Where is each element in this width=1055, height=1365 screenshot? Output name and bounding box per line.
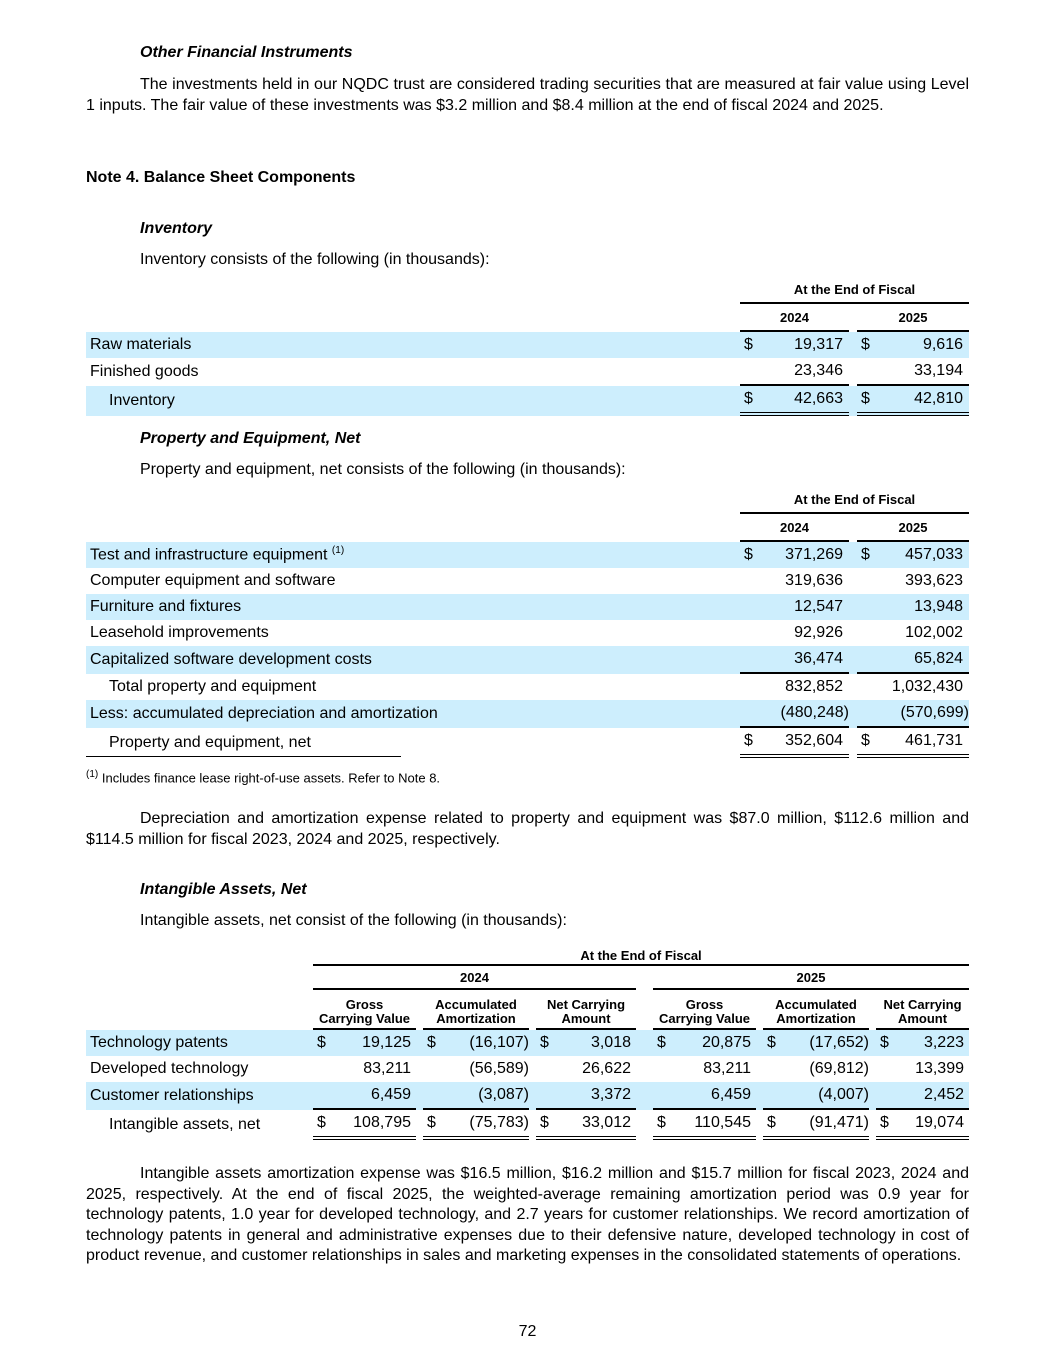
depreciation-paragraph: Depreciation and amortization expense related to property and equipment was $87.0 million, $112.6 million and $114.5 million for fiscal 2023, 2024 and 2025, respectively. — [86, 810, 969, 848]
note4-heading: Note 4. Balance Sheet Components — [86, 169, 356, 186]
dollar-sign: $ — [740, 386, 762, 416]
dollar-sign: $ — [857, 386, 879, 416]
intangibles-year-2025: 2025 — [653, 966, 969, 990]
dollar-sign — [423, 1056, 441, 1082]
col-net-2025 — [876, 990, 969, 1030]
value-2024: 352,604 — [762, 728, 849, 758]
value-2025: 461,731 — [879, 728, 969, 758]
cell-value: (75,783) — [441, 1110, 529, 1140]
ppe-heading: Property and Equipment, Net — [140, 430, 361, 447]
value-2024: 36,474 — [762, 646, 849, 674]
dollar-sign: $ — [313, 1030, 331, 1056]
cell-value: 6,459 — [331, 1082, 416, 1110]
cell-value: 26,622 — [582, 1060, 631, 1077]
row-label: Total property and equipment — [109, 678, 317, 695]
dollar-sign — [423, 1082, 441, 1110]
cell-value: (17,652) — [781, 1030, 869, 1056]
cell-value: 13,399 — [915, 1060, 964, 1077]
table-row-subtotal — [86, 674, 969, 700]
cell-value: 33,012 — [554, 1110, 636, 1140]
col-gross-2024 — [313, 990, 416, 1030]
header-line: Carrying Value — [658, 1011, 751, 1026]
value-2025: 42,810 — [879, 386, 969, 416]
inventory-heading: Inventory — [140, 220, 213, 237]
dollar-sign: $ — [653, 1110, 671, 1140]
header-line: Gross — [685, 997, 724, 1012]
value-2025: 1,032,430 — [891, 678, 963, 695]
ppe-table — [86, 486, 969, 758]
page-number: 72 — [518, 1323, 537, 1340]
header-line: Accumulated — [435, 997, 517, 1012]
cell-value: (56,589) — [469, 1060, 529, 1077]
dollar-sign — [313, 1056, 331, 1082]
dollar-sign: $ — [740, 332, 762, 358]
footnote-marker: (1) — [86, 769, 99, 780]
dollar-sign: $ — [763, 1030, 781, 1056]
value-2025: 102,002 — [905, 624, 963, 641]
cell-value: 19,125 — [331, 1030, 416, 1056]
dollar-sign: $ — [740, 728, 762, 758]
value-2024: 319,636 — [785, 572, 843, 589]
table-row — [86, 568, 969, 594]
footnote-text: Includes finance lease right-of-use assets. Refer to Note 8. — [101, 770, 441, 786]
intangibles-year-2024: 2024 — [313, 966, 636, 990]
dollar-sign: $ — [536, 1030, 554, 1056]
intangibles-table — [86, 946, 969, 1140]
other-financial-instruments-heading: Other Financial Instruments — [140, 44, 353, 61]
ppe-intro: Property and equipment, net consists of the following (in thousands): — [140, 461, 626, 478]
row-label: Customer relationships — [86, 1082, 313, 1110]
table-row — [86, 358, 969, 386]
cell-value: (16,107) — [441, 1030, 529, 1056]
row-label — [86, 542, 740, 568]
dollar-sign: $ — [740, 542, 762, 568]
header-line: Net Carrying — [546, 997, 626, 1012]
ppe-header: At the End of Fiscal — [740, 486, 969, 514]
table-row — [86, 620, 969, 646]
header-line: Amount — [897, 1011, 948, 1026]
cell-value: 108,795 — [331, 1110, 416, 1140]
dollar-sign: $ — [857, 332, 879, 358]
value-2025: 33,194 — [879, 358, 969, 386]
table-row — [86, 646, 969, 674]
cell-value: (3,087) — [441, 1082, 529, 1110]
inventory-header: At the End of Fiscal — [740, 276, 969, 304]
inventory-table — [86, 276, 969, 416]
header-line: Amount — [561, 1011, 611, 1026]
row-label: Developed technology — [90, 1060, 249, 1077]
dollar-sign: $ — [653, 1030, 671, 1056]
amortization-paragraph: Intangible assets amortization expense was $16.5 million, $16.2 million and $15.7 million for fiscal 2023, 2024 and 2025, respectively. At the end of fiscal 2025, the weighted-average remaining amortization period was 0.9 year for technology patents, 1.0 year for developed technology, and 2.7 years for customer relationships. We record amortization of technology patents in general and administrative expenses due to their defensive nature, developed technology in cost of product revenue, and customer relationships in sales and marketing expenses in the consolidated statements of operations. — [86, 1165, 969, 1264]
dollar-sign — [536, 1082, 554, 1110]
value-2025: 13,948 — [879, 594, 969, 620]
dollar-sign — [313, 1082, 331, 1110]
ppe-year-2024: 2024 — [740, 514, 849, 542]
dollar-sign — [536, 1056, 554, 1082]
dollar-sign: $ — [857, 542, 879, 568]
value-2024: 23,346 — [762, 358, 849, 386]
header-line: Amortization — [436, 1011, 516, 1026]
inventory-intro: Inventory consists of the following (in thousands): — [140, 251, 490, 268]
cell-value: 2,452 — [894, 1082, 969, 1110]
value-2024: 371,269 — [762, 542, 849, 568]
cell-value: 3,018 — [554, 1030, 636, 1056]
footnote-divider — [86, 756, 401, 757]
intangibles-heading: Intangible Assets, Net — [140, 881, 307, 898]
dollar-sign — [653, 1056, 671, 1082]
table-row — [86, 1030, 969, 1056]
row-label: Capitalized software development costs — [86, 646, 740, 674]
header-line: Amortization — [776, 1011, 856, 1026]
header-line: Carrying Value — [318, 1011, 411, 1026]
header-line: Accumulated — [775, 997, 857, 1012]
table-row — [86, 332, 969, 358]
ppe-footnote — [86, 769, 440, 785]
value-2024: 42,663 — [762, 386, 849, 416]
dollar-sign — [763, 1082, 781, 1110]
table-row-total — [86, 386, 969, 416]
table-row — [86, 594, 969, 620]
row-label: Inventory — [86, 386, 740, 416]
row-label: Furniture and fixtures — [86, 594, 740, 620]
dollar-sign — [740, 358, 762, 386]
cell-value: 20,875 — [671, 1030, 756, 1056]
cell-value: 83,211 — [363, 1060, 411, 1077]
dollar-sign: $ — [876, 1030, 894, 1056]
cell-value: 6,459 — [671, 1082, 756, 1110]
table-row — [86, 1056, 969, 1082]
value-2025: (570,699) — [879, 700, 969, 728]
cell-value: (69,812) — [809, 1060, 869, 1077]
col-accum-2024 — [423, 990, 529, 1030]
footnote-marker: (1) — [331, 545, 345, 557]
dollar-sign — [857, 358, 879, 386]
dollar-sign: $ — [423, 1110, 441, 1140]
row-label-text: Test and infrastructure equipment — [90, 546, 328, 564]
intangibles-intro: Intangible assets, net consist of the following (in thousands): — [140, 912, 567, 929]
dollar-sign — [876, 1056, 894, 1082]
inventory-year-2025: 2025 — [857, 304, 969, 332]
cell-value: 83,211 — [703, 1060, 751, 1077]
cell-value: (4,007) — [781, 1082, 869, 1110]
table-row — [86, 1082, 969, 1110]
value-2024: 19,317 — [762, 332, 849, 358]
table-row-total — [86, 728, 969, 758]
dollar-sign — [653, 1082, 671, 1110]
dollar-sign: $ — [536, 1110, 554, 1140]
cell-value: 3,372 — [554, 1082, 636, 1110]
value-2025: 457,033 — [879, 542, 969, 568]
ppe-year-2025: 2025 — [857, 514, 969, 542]
row-label: Property and equipment, net — [109, 734, 311, 751]
cell-value: 19,074 — [894, 1110, 969, 1140]
value-2025: 65,824 — [879, 646, 969, 674]
inventory-year-2024: 2024 — [740, 304, 849, 332]
value-2024: 832,852 — [785, 678, 843, 695]
row-label: Technology patents — [86, 1030, 313, 1056]
dollar-sign: $ — [313, 1110, 331, 1140]
dollar-sign: $ — [423, 1030, 441, 1056]
header-line: Gross — [345, 997, 384, 1012]
table-row-total — [86, 1110, 969, 1140]
dollar-sign — [876, 1082, 894, 1110]
col-accum-2025 — [763, 990, 869, 1030]
value-2024: 92,926 — [794, 624, 843, 641]
row-label: Intangible assets, net — [109, 1116, 261, 1133]
value-2025: 393,623 — [905, 572, 963, 589]
dollar-sign: $ — [763, 1110, 781, 1140]
dollar-sign: $ — [857, 728, 879, 758]
row-label: Finished goods — [90, 363, 199, 380]
row-label: Computer equipment and software — [90, 572, 336, 589]
value-2025: 9,616 — [879, 332, 969, 358]
row-label: Leasehold improvements — [90, 624, 269, 641]
row-label: Raw materials — [86, 332, 740, 358]
col-net-2024 — [536, 990, 636, 1030]
other-financial-instruments-paragraph: The investments held in our NQDC trust are considered trading securities that are measured at fair value using Level 1 inputs. The fair value of these investments was $3.2 million and $8.4 million at the end of fiscal 2024 and 2025. — [86, 76, 969, 114]
value-2024: (480,248) — [762, 700, 849, 728]
row-label: Less: accumulated depreciation and amortization — [86, 700, 740, 728]
table-row — [86, 700, 969, 728]
cell-value: 3,223 — [894, 1030, 969, 1056]
dollar-sign: $ — [876, 1110, 894, 1140]
cell-value: 110,545 — [671, 1110, 756, 1140]
intangibles-header: At the End of Fiscal — [313, 946, 969, 966]
cell-value: (91,471) — [781, 1110, 869, 1140]
header-line: Net Carrying — [883, 997, 962, 1012]
dollar-sign — [763, 1056, 781, 1082]
value-2024: 12,547 — [762, 594, 849, 620]
col-gross-2025 — [653, 990, 756, 1030]
table-row — [86, 542, 969, 568]
